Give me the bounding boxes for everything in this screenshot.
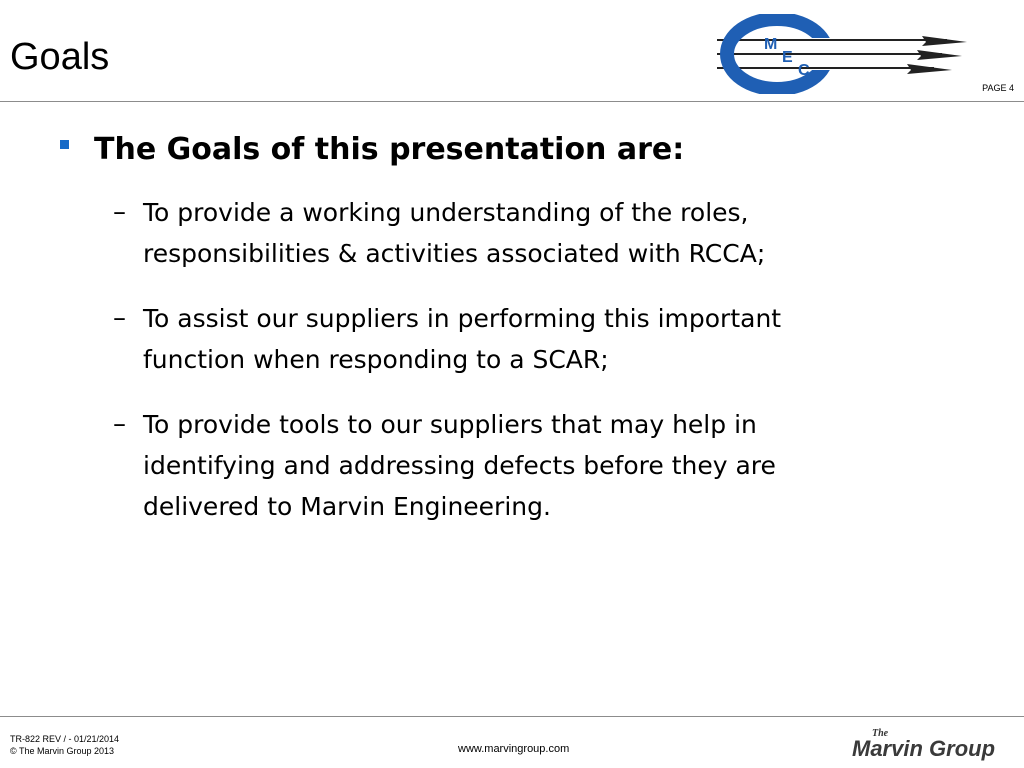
list-item (113, 192, 893, 274)
page-number: PAGE 4 (982, 83, 1014, 93)
marvin-group-logo (848, 726, 1008, 762)
logo-brand-text: Marvin Group (852, 736, 996, 761)
main-bullet (60, 128, 684, 172)
content-heading: The Goals of this presentation are: (94, 132, 685, 167)
square-bullet-icon (60, 140, 69, 149)
website-link[interactable]: www.marvingroup.com (458, 743, 570, 755)
header-divider (0, 101, 1024, 102)
doc-revision: TR-822 REV / - 01/21/2014 (10, 734, 120, 744)
goals-list (113, 192, 893, 551)
slide-title: Goals (10, 36, 110, 78)
footer-doc-info (10, 733, 119, 757)
list-item-text: To assist our suppliers in performing this important function when responding to a SCAR; (143, 304, 782, 374)
list-item-text: To provide tools to our suppliers that may help in identifying and addressing defects before they are delivered to Marvin Engineering. (143, 410, 776, 521)
footer-divider (0, 716, 1024, 717)
logo-letter-e: E (782, 49, 793, 66)
list-item-text: To provide a working understanding of the roles, responsibilities & activities associated with RCCA; (143, 198, 766, 268)
logo-the-text: The (872, 728, 889, 739)
logo-letter-c: C (798, 62, 810, 79)
list-item (113, 298, 893, 380)
dash-bullet-icon: – (113, 197, 126, 227)
logo-letter-m: M (764, 36, 778, 53)
dash-bullet-icon: – (113, 409, 126, 439)
copyright: © The Marvin Group 2013 (10, 746, 115, 756)
dash-bullet-icon: – (113, 303, 126, 333)
mec-logo (712, 14, 972, 94)
list-item (113, 404, 893, 527)
